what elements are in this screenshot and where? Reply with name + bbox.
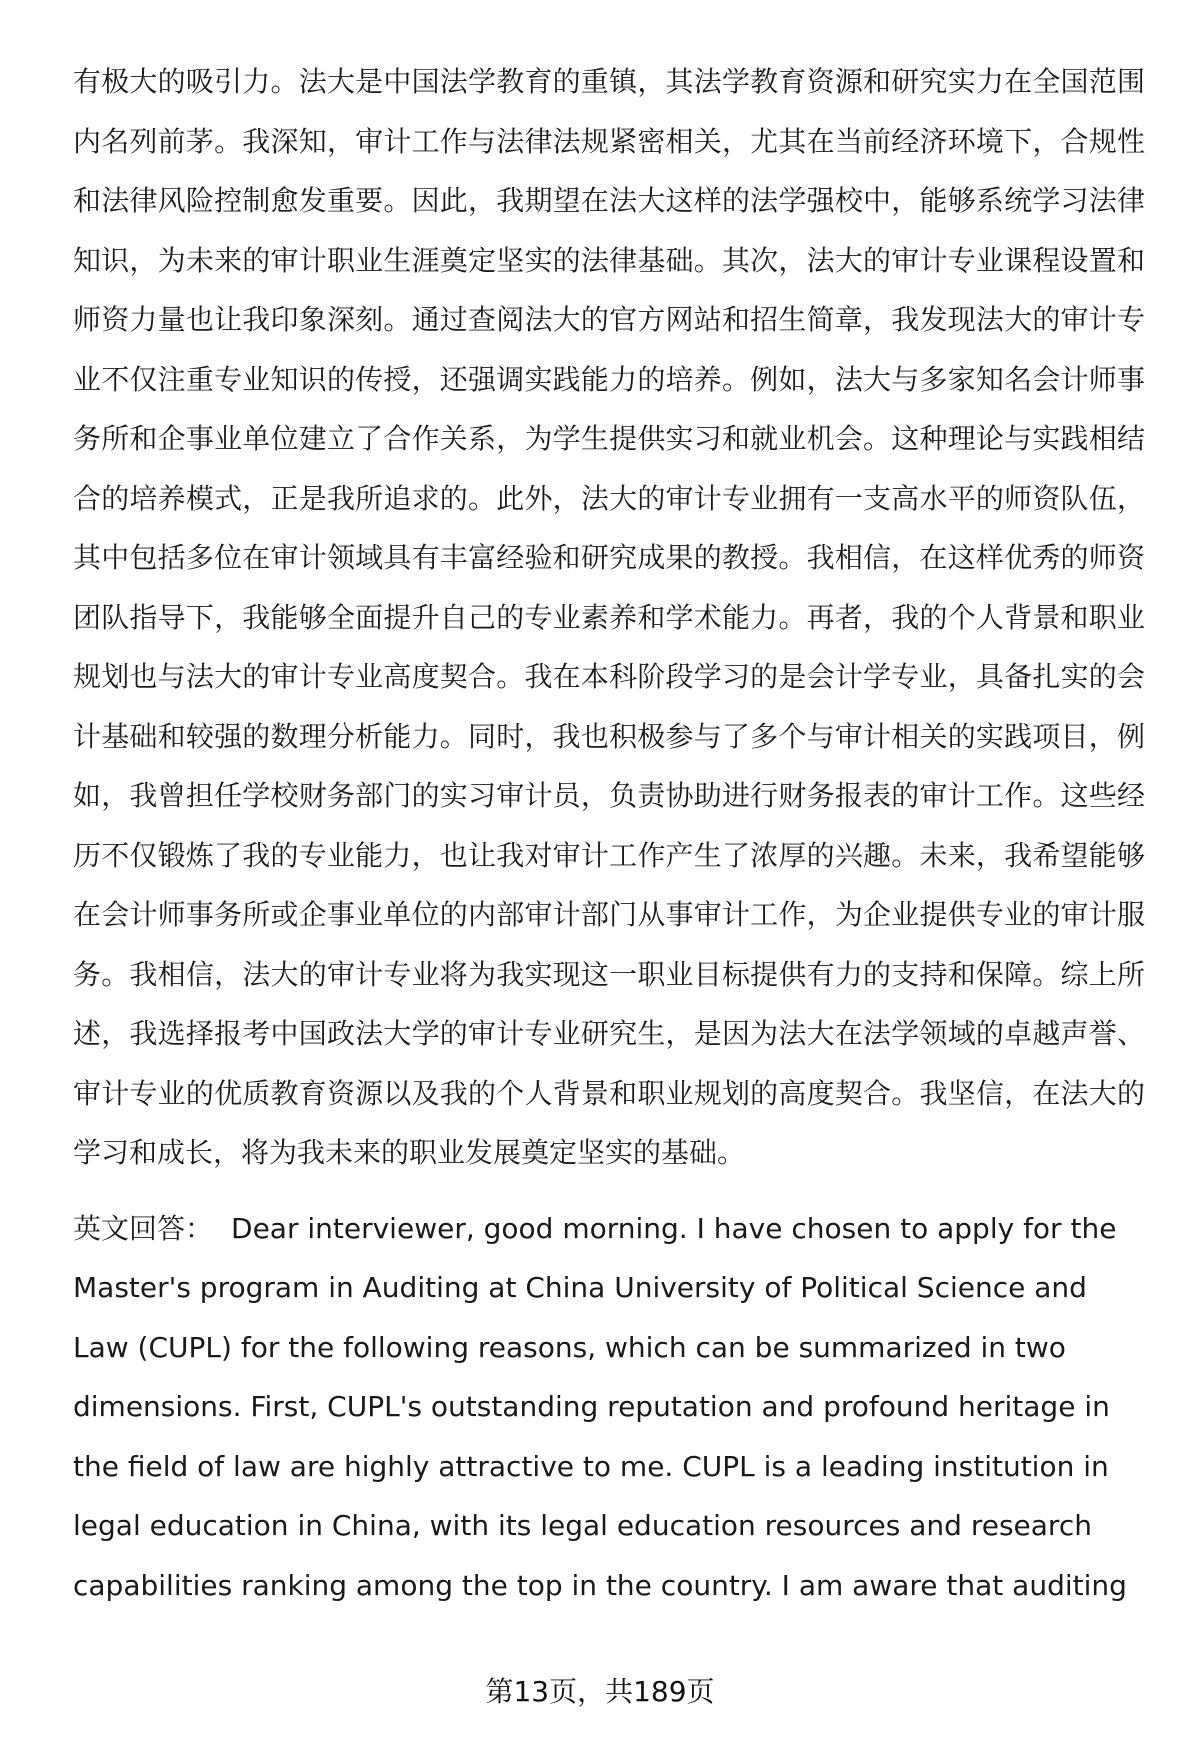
document-body — [73, 52, 1145, 1615]
english-answer-paragraph — [73, 1199, 1145, 1616]
chinese-answer-paragraph: 有极大的吸引力。法大是中国法学教育的重镇，其法学教育资源和研究实力在全国范围内名列前茅。我深知，审计工作与法律法规紧密相关，尤其在当前经济环境下，合规性和法律风险控制愈发重要。因此，我期望在法大这样的法学强校中，能够系统学习法律知识，为未来的审计职业生涯奠定坚实的法律基础。其次，法大的审计专业课程设置和师资力量也让我印象深刻。通过查阅法大的官方网站和招生简章，我发现法大的审计专业不仅注重专业知识的传授，还强调实践能力的培养。例如，法大与多家知名会计师事务所和企事业单位建立了合作关系，为学生提供实习和就业机会。这种理论与实践相结合的培养模式，正是我所追求的。此外，法大的审计专业拥有一支高水平的师资队伍，其中包括多位在审计领域具有丰富经验和研究成果的教授。我相信，在这样优秀的师资团队指导下，我能够全面提升自己的专业素养和学术能力。再者，我的个人背景和职业规划也与法大的审计专业高度契合。我在本科阶段学习的是会计学专业，具备扎实的会计基础和较强的数理分析能力。同时，我也积极参与了多个与审计相关的实践项目，例如，我曾担任学校财务部门的实习审计员，负责协助进行财务报表的审计工作。这些经历不仅锻炼了我的专业能力，也让我对审计工作产生了浓厚的兴趣。未来，我希望能够在会计师事务所或企事业单位的内部审计部门从事审计工作，为企业提供专业的审计服务。我相信，法大的审计专业将为我实现这一职业目标提供有力的支持和保障。综上所述，我选择报考中国政法大学的审计专业研究生，是因为法大在法学领域的卓越声誉、审计专业的优质教育资源以及我的个人背景和职业规划的高度契合。我坚信，在法大的学习和成长，将为我未来的职业发展奠定坚实的基础。 — [73, 65, 1145, 1169]
english-answer-text: Dear interviewer, good morning. I have chosen to apply for the Master's program in Auditing at China University of Political Science and Law (CUPL) for the following reasons, which can be summarized in two dimensions. First, CUPL's outstanding reputation and profound heritage in the field of law are highly attractive to me. CUPL is a leading institution in legal education in China, with its legal education resources and research capabilities ranking among the top in the country. I am aware that auditing — [73, 1211, 1127, 1602]
page-number-footer: 第13页，共189页 — [485, 1675, 715, 1708]
english-answer-label: 英文回答： — [73, 1211, 214, 1245]
